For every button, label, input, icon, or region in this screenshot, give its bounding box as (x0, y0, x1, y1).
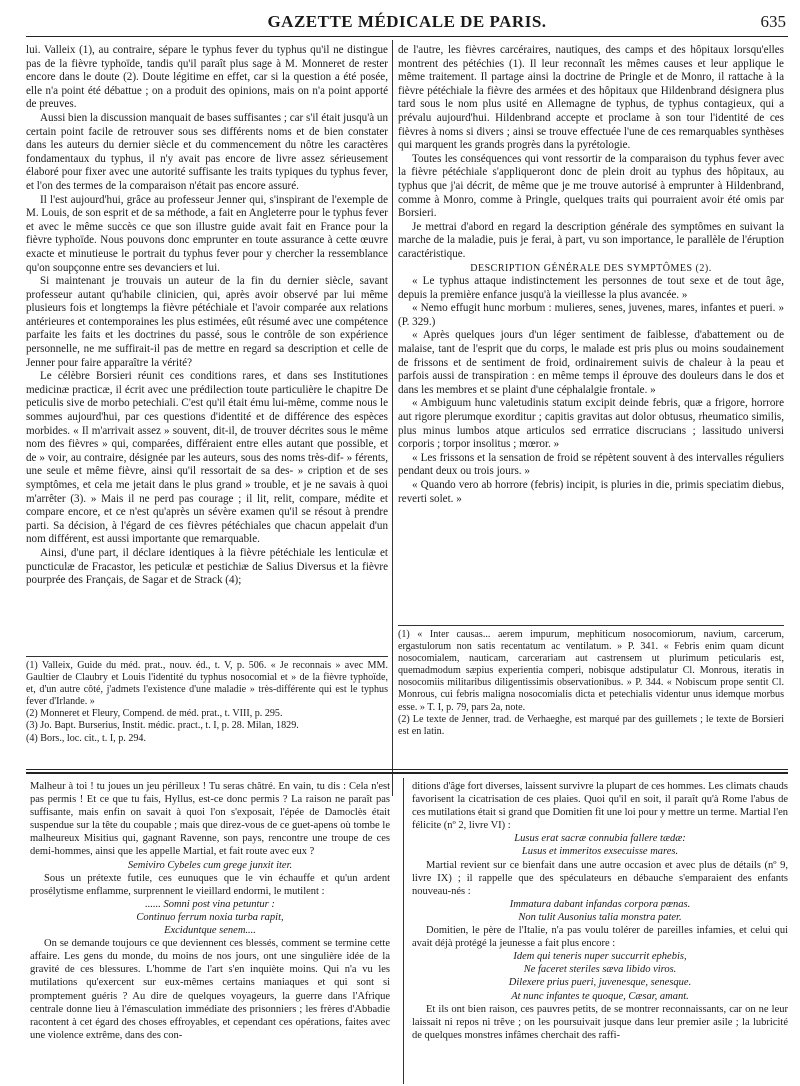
quote-paragraph: « Ambiguum hunc valetudinis statum excipit deinde febris, quæ a frigore, horrore aut rigore plerumque exorditur ; capitis gravitas aut dolor obtusus, rheumatico similis, plus minus lumbos atque articulos sed errratice discrucians ; lassitudo universi corporis ; torpor insolitus ; mœror. » (398, 397, 784, 451)
paragraph: ditions d'âge fort diverses, laissent survivre la plupart de ces hommes. Les climats chauds favorisent la cicatrisation de ces plaies. Quoi qu'il en soit, il paraît qu'à Rome l'abus de ces mutilations était si grand que Domitien fit une loi pour y mettre un terme. Martial l'en félicite (nº 2, livre VI) : (412, 781, 788, 832)
paragraph: Aussi bien la discussion manquait de bases suffisantes ; car s'il était jusqu'à un certain point facile de retrouver sous ses différents noms et de bien constater dans les auteurs du dernier siècle et du commencement du nôtre les caractères fondamentaux du typhus, il n'y avait pas encore de livre assez sérieusement élaboré pour fixer avec une autorité suffisante les traits typiques du typhus fever, et l'on des termes de la comparaison n'était pas encore assuré. (26, 111, 388, 192)
journal-title: GAZETTE MÉDICALE DE PARIS. (267, 12, 547, 31)
paragraph: Il l'est aujourd'hui, grâce au professeur Jenner qui, s'inspirant de l'exemple de M. Louis, de son esprit et de sa méthode, a fait en Angleterre pour le typhus fever et avec le même succès ce que son illustre guide avait fait en France pour la fièvre typhoïde. Nous pouvons donc emprunter en toute assurance à cette œuvre exacte et minutieuse le portrait du typhus fever pour y chercher la ressemblance qu'on soupçonne entre ses devanciers et lui. (26, 193, 388, 274)
paragraph: Le célèbre Borsieri réunit ces conditions rares, et dans ses Institutiones medicinæ practicæ, il écrit avec une prédilection toute particulière le chapitre De peticulis sive de morbo petechiali. C'est qu'il était ému lui-même, comme nous le sommes aujourd'hui, par ces questions d'identité et de différence des espèces morbides. « Il m'arrivait assez » souvent, dit-il, de trouver décrites sous le même nom des fièvres » qui, comparées, différaient entre elles autant que possible, et de » voir, au contraire, désignée par les auteurs, sous des noms très-dif- » férents, une seule et même fièvre, ainsi qu'il ressortait de sa des- » cription et de ses symptômes, et cela me jetait dans le plus grand » trouble, et je ne savais à quoi m'arrêter (3). » Mais il ne perd pas courage ; il lit, relit, compare, médite et compare encore, et ce n'est qu'après un sévère examen qu'il se résout à prendre parti. Sa décision, à l'égard de ces fièvres pétéchiales que chacun appelait d'un nom différent, est aussi importante que remarquable. (26, 370, 388, 546)
paragraph: On se demande toujours ce que deviennent ces blessés, comment se termine cette affaire. Les gens du monde, du moins de nos jours, ont une singulière idée de la gravité de ces blessures. L'homme de l'art s'en inquiète moins. Qui n'a vu les mutilations qu'exercent sur eux-mêmes certains maniaques et qui sont si promptement guéris ? Au dire de quelques voyageurs, la guerre dans l'Afrique centrale donne lieu à l'émasculation immédiate des prisonniers ; les frères d'Abbadie racontent à cet égard des choses effroyables, et cependant ces opérations, faites avec une violence extrême, dans des con- (30, 938, 390, 1041)
paragraph: de l'autre, les fièvres carcéraires, nautiques, des camps et des hôpitaux lorsqu'elles montrent des pétéchies (1). Il leur reconnaît les mêmes causes et leur applique le même traitement. Il partage ainsi la doctrine de Pringle et de Monro, il rattache à la fièvre pétéchiale la fièvre des armées et des hôpitaux que Hildenbrand désignera plus tard sous le nom plus usité en Allemagne de typhus, de typhus contagieux, qui a prévalu aujourd'hui. Hildenbrand accepte et proclame à son tour l'identité de ces fièvres à noms si divers ; ainsi se trouve effectuée l'une de ces remarquables synthèses qui marquent les grands progrès dans la pyrétologie. (398, 44, 784, 152)
paragraph: Je mettrai d'abord en regard la description générale des symptômes en suivant la marche de la maladie, puis je ferai, à part, vu son importance, le parallèle de l'éruption caractéristique. (398, 220, 784, 260)
footnote: (2) Monneret et Fleury, Compend. de méd. prat., t. VIII, p. 295. (26, 708, 283, 720)
verse-block (30, 898, 390, 937)
footnote: (1) « Inter causas... aerem impurum, mephiticum nosocomiorum, navium, carcerum, ergastulorum non satis recentatum ac ventilatum. » P. 341. « Febris enim quam dicunt nosocomialem, nauticam, carcerariam aut castrensem ut plurimum peticularis est, quemadmodum sæpius experientia comperi, nobisque adstipulatur Cl. Monrous, iteratis in nosocomiis militaribus diligentissimis observationibus. » P. 344. « Nobiscum prope sentit Cl. Monrous, cui febris maligna nosocomialis dicta et petechialis videntur unus idemque morbus esse. » T. I, p. 79, pars 2a, note. (398, 629, 784, 713)
verse-line: At nunc infantes te quoque, Cæsar, amant. (511, 990, 689, 1002)
paragraph: Toutes les conséquences qui vont ressortir de la comparaison du typhus fever avec la fièvre pétéchiale s'appliqueront donc de plein droit au typhus des hôpitaux, au typhus que j'ai décrit, de même que je me trouve autorisé à emprunter à Hildenbrand, comme à Monro, comme à Pringle, quelques traits qui pourraient avoir été omis par Borsieri. (398, 152, 784, 220)
paragraph: Si maintenant je trouvais un auteur de la fin du dernier siècle, savant professeur autant qu'habile clinicien, qui, après avoir observé par lui même plusieurs fois et longtemps la fièvre pétéchiale et l'avoir comparée aux relations antérieures et contemporaines les plus estimées, eût résumé avec une compétence parfaite les faits et les doctrines du passé, sous le contrôle de son expérience personnelle, ne me suffirait-il pas de mettre en regard sa description et celle de Jenner pour faire apparaître la vérité? (26, 275, 388, 369)
paragraph: Sous un prétexte futile, ces eunuques que le vin échauffe et qu'un ardent prosélytisme enflamme, surprennent le vieillard endormi, le mutilent : (30, 872, 390, 897)
verse-block (412, 898, 788, 924)
paragraph: Domitien, le père de l'Italie, n'a pas voulu tolérer de pareilles infamies, et celui qui avait déjà protégé la jeunesse a fait plus encore : (412, 925, 788, 950)
page-header (26, 4, 788, 37)
footnote-divider (398, 625, 784, 626)
verse-line: ...... Somni post vina petuntur : (145, 898, 275, 910)
footnote: (3) Jo. Bapt. Burserius, Instit. médic. pract., t. I, p. 28. Milan, 1829. (26, 720, 299, 732)
section-title: DESCRIPTION GÉNÉRALE DES SYMPTÔMES (2). (470, 262, 712, 274)
quote-paragraph: « Quando vero ab horrore (febris) incipit, is pluries in die, primis speciatim diebus, reverti solet. » (398, 479, 784, 505)
verse-block (412, 950, 788, 1002)
right-footnotes (398, 629, 784, 749)
quote-paragraph: « Les frissons et la sensation de froid se répètent souvent à des intervalles réguliers pendant deux ou trois jours. » (398, 451, 784, 478)
left-footnotes (26, 660, 388, 760)
verse: Semiviro Cybeles cum grege junxit iter. (127, 859, 293, 871)
footnote: (2) Le texte de Jenner, trad. de Verhaeghe, est marqué par des guillemets ; le texte de Borsieri est en latin. (398, 713, 784, 737)
paragraph: Martial revient sur ce bienfait dans une autre occasion et avec plus de détails (nº 9, livre IX) ; il rappelle que des spéculateurs en débauche s'emparaient des enfants nouveau-nés : (412, 859, 788, 897)
paragraph: Malheur à toi ! tu joues un jeu périlleux ! Tu seras châtré. En vain, tu dis : Cela n'est pas permis ! Et ce que tu fais, Hyllus, est-ce donc permis ? La raison ne paraît pas suffisante, mais enfin on savait à quoi l'on s'exposait, l'épée de Damoclès était suspendue sur la tête du coupable ; mais que direz-vous de ce guet-apens où tombe le malheureux Misitius qui, gagnant Ravenne, son pays, rencontre une troupe de ces demi-hommes, ainsi que les appelle Martial, et fait route avec eux ? (30, 781, 390, 858)
verse-line: Lusus erat sacræ connubia fallere tædæ: (514, 833, 686, 845)
verse-line: Exciduntque senem.... (164, 925, 256, 937)
verse-line: Continuo ferrum noxia turba rapit, (136, 911, 284, 923)
verse-line: Immatura dabant infandas corpora pœnas. (509, 898, 691, 910)
verse-line: Ne faceret steriles sæva libido viros. (523, 964, 677, 976)
quote-paragraph: « Le typhus attaque indistinctement les personnes de tout sexe et de tout âge, depuis la première enfance jusqu'à la vieillesse la plus avancée. » (398, 275, 784, 301)
verse-block (412, 832, 788, 858)
verse-line: Dilexere prius pueri, juvenesque, senesque. (508, 977, 692, 989)
left-column (26, 44, 388, 650)
verse-line: Idem qui teneris nuper succurrit ephebis, (513, 951, 687, 963)
feuilleton-rule (26, 769, 788, 770)
quote-paragraph: « Après quelques jours d'un léger sentiment de faiblesse, d'abattement ou de malaise, tant de l'esprit que du corps, le malade est pris plus ou moins soudainement de frissons et de sentiment de froid, ordinairement suivis de chaleur à la peau et parfois aussi de transpiration : en même temps il éprouve des douleurs dans le dos et dans les membres et se plaint d'une céphalalgie frontale. » (398, 329, 784, 396)
feuilleton-column-divider (403, 778, 404, 1084)
paragraph: Ainsi, d'une part, il déclare identiques à la fièvre pétéchiale les lenticulæ et puncticulæ de Fracastor, les peticulæ et pestichiæ de Salius Diversus et la fièvre pourprée des Français, de Sagar et de Strack (4); (26, 546, 388, 587)
footnote-divider (26, 656, 388, 657)
feuilleton-left-column (30, 780, 390, 1084)
page-number: 635 (760, 12, 786, 31)
quote-paragraph: « Nemo effugit hunc morbum : mulieres, senes, juvenes, mares, infantes et pueri. » (P. 329.) (398, 302, 784, 328)
paragraph: Et ils ont bien raison, ces pauvres petits, de se montrer reconnaissants, car on ne leur laissait ni repos ni trêve ; on les poursuivait jusque dans leur premier asile ; la lubricité de quelques monstres infâmes cherchait des raffi- (412, 1003, 788, 1041)
column-divider (392, 40, 393, 796)
verse-line: Non tulit Ausonius talia monstra pater. (518, 911, 682, 923)
paragraph: lui. Valleix (1), au contraire, sépare le typhus fever du typhus qu'il ne distingue pas de la fièvre typhoïde, tandis qu'il paraît plus sage à M. Monneret de rester encore dans le doute (2). Doute légitime en effet, car si la question a été posée, elle n'a point été débattue ; on a produit des opinions, mais on n'a point apporté de preuves. (26, 44, 388, 111)
footnote: (1) Valleix, Guide du méd. prat., nouv. éd., t. V, p. 506. « Je reconnais » avec MM. Gaultier de Claubry et Louis l'identité du typhus nosocomial et » de la fièvre typhoïde, et, d'un autre côté, j'admets l'existence d'une maladie » très-différente qui est le typhus fever d'Irlande. » (26, 660, 388, 708)
verse-line: Lusus et immeritos exsecuisse mares. (521, 846, 679, 858)
feuilleton-rule-thick (26, 772, 788, 774)
footnote: (4) Bors., loc. cit., t. I, p. 294. (26, 732, 146, 744)
feuilleton-right-column (412, 780, 788, 1084)
